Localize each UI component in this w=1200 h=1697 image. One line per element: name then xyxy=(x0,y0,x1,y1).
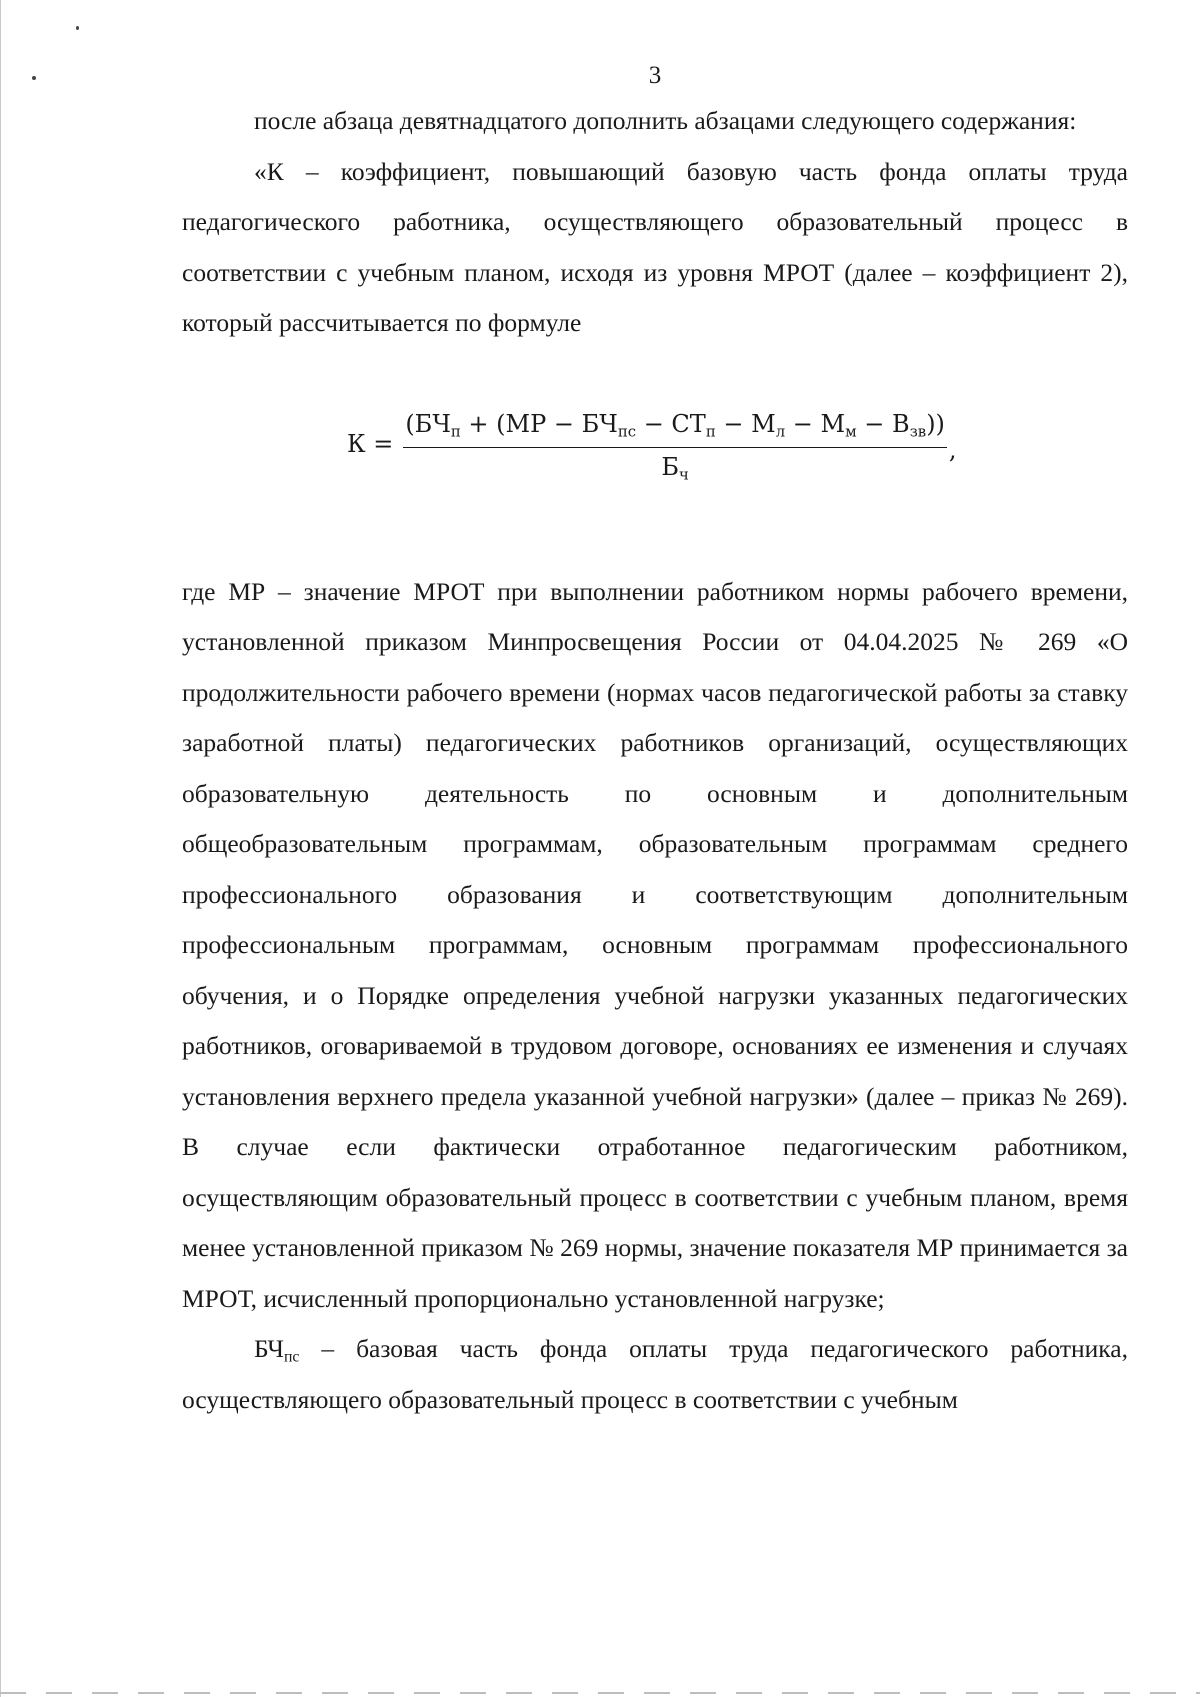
mr-definition-paragraph: где МР – значение МРОТ при выполнении работником нормы рабочего времени, установленной приказом Минпросвещения России от 04.04.2025 № 269 «О продолжительности рабочего времени (нормах часов педагогической работы за ставку заработной платы) педагогических работников организаций, осуществляющих образовательную деятельность по основным и дополнительным общеобразовательным программам, образовательным программам среднего профессионального образования и соответствующим дополнительным профессиональным программам, основным программам профессионального обучения, и о Порядке определения учебной нагрузки указанных педагогических работников, оговариваемой в трудовом договоре, основаниях ее изменения и случаях установления верхнего предела указанной учебной нагрузки» (далее – приказ № 269). В случае если фактически отработанное педагогическим работником, осуществляющим образовательный процесс в соответствии с учебным планом, время менее установленной приказом № 269 нормы, значение показателя МР принимается за МРОТ, исчисленный пропорционально установленной нагрузке; xyxy=(182,576,1128,1313)
formula-fraction xyxy=(403,407,947,482)
formula-block xyxy=(182,349,1128,567)
scan-speck xyxy=(76,26,79,30)
bchps-definition-paragraph xyxy=(182,1324,1128,1425)
intro-paragraph: после абзаца девятнадцатого дополнить абзацами следующего содержания: xyxy=(254,106,1077,135)
scan-bottom-edge xyxy=(0,1692,1200,1694)
bchps-text: – базовая часть фонда оплаты труда педагогического работника, осуществляющего образовательный процесс в соответствии с учебным xyxy=(182,1334,1128,1414)
k-definition-paragraph: «К – коэффициент, повышающий базовую часть фонда оплаты труда педагогического работника, осуществляющего образовательный процесс в соответствии с учебным планом, исходя из уровня МРОТ (далее – коэффициент 2), который рассчитывается по формуле xyxy=(182,156,1128,337)
bchps-term-subscript: пс xyxy=(283,1348,300,1366)
formula-lhs: К = xyxy=(347,429,394,458)
page-number: 3 xyxy=(648,62,662,89)
document-body xyxy=(182,96,1128,1425)
formula-numerator: $(БЧ_п + (МР - БЧ_{пс} - СТ_п - М_л - М_м - В_{зв}))$ xyxy=(403,407,947,448)
page-left-edge xyxy=(0,0,1,1697)
formula-comma: , xyxy=(948,436,957,464)
bchps-term: БЧ xyxy=(254,1334,284,1363)
formula-denominator: $Б_ч$ xyxy=(661,452,689,483)
formula xyxy=(347,407,957,482)
